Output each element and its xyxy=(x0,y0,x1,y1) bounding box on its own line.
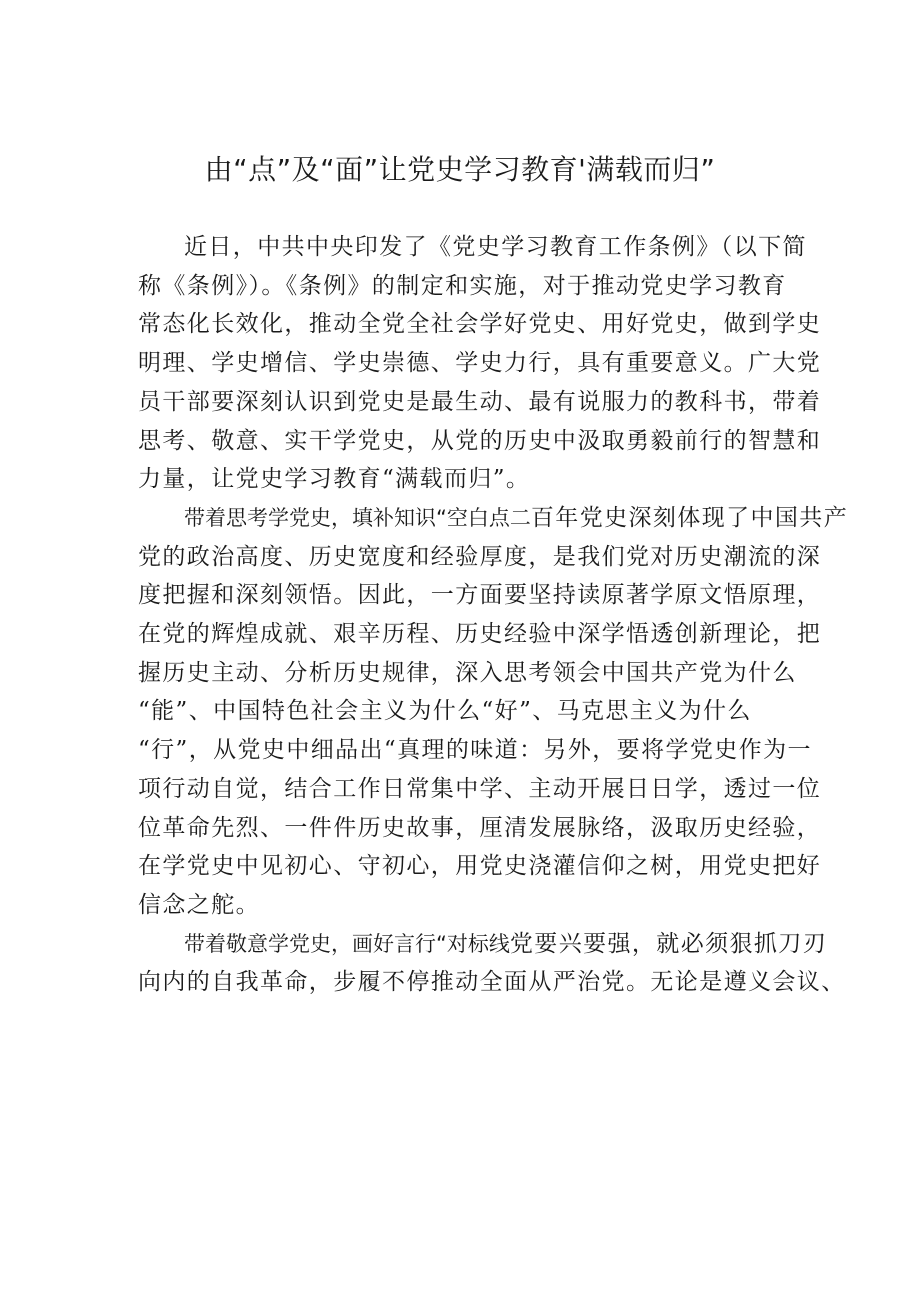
paragraph-lead: 带着敬意学党史，画好言行“对标线 xyxy=(184,931,510,956)
paragraph-2 xyxy=(138,499,849,925)
paragraph-first-line xyxy=(138,925,828,964)
paragraph-line: 力量，让党史学习教育“满载而归”。 xyxy=(138,466,531,493)
paragraph-line: 信念之舵。 xyxy=(138,891,260,918)
paragraph-line: 握历史主动、分析历史规律，深入思考领会中国共产党为什么 xyxy=(138,659,797,686)
document-body xyxy=(138,228,849,1002)
paragraph-line: 在党的辉煌成就、艰辛历程、历史经验中深学悟透创新理论，把 xyxy=(138,621,822,648)
paragraph-line: 员干部要深刻认识到党史是最生动、最有说服力的教科书，带着 xyxy=(138,388,822,415)
paragraph-line: 在学党史中见初心、守初心，用党史浇灌信仰之树，用党史把好 xyxy=(138,853,822,880)
paragraph-lead: 带着思考学党史，填补知识“空白点二 xyxy=(184,505,531,530)
paragraph-line: 百年党史深刻体现了中国共产 xyxy=(530,504,849,531)
paragraph-line: 项行动自觉，结合工作日常集中学、主动开展日日学，透过一位 xyxy=(138,775,822,802)
paragraph-line: 思考、敬意、实干学党史，从党的历史中汲取勇毅前行的智慧和 xyxy=(138,427,822,454)
paragraph-line: 常态化长效化，推动全党全社会学好党史、用好党史，做到学史 xyxy=(138,311,822,338)
paragraph-line: 明理、学史增信、学史崇德、学史力行，具有重要意义。广大党 xyxy=(138,350,822,377)
paragraph-3 xyxy=(138,925,846,1002)
paragraph-line: 向内的自我革命，步履不停推动全面从严治党。无论是遵义会议、 xyxy=(138,969,846,996)
paragraph-line: 度把握和深刻领悟。因此，一方面要坚持读原著学原文悟原理， xyxy=(138,582,822,609)
paragraph-line: 近日，中共中央印发了《党史学习教育工作条例》（以下简 xyxy=(184,234,807,260)
paragraph-line: 党要兴要强，就必须狠抓刀刃 xyxy=(509,930,828,957)
document-title: 由“点”及“面”让党史学习教育'满载而归” xyxy=(204,153,716,186)
paragraph-line: “能”、中国特色社会主义为什么“好”、马克思主义为什么 xyxy=(138,698,752,725)
paragraph-first-line xyxy=(138,499,849,538)
paragraph-1 xyxy=(138,228,822,499)
paragraph-line: “行”，从党史中细品出“真理的味道：另外，要将学党史作为一 xyxy=(138,737,812,764)
paragraph-line: 称《条例》）。《条例》的制定和实施，对于推动党史学习教育 xyxy=(138,272,787,299)
paragraph-line: 党的政治高度、历史宽度和经验厚度，是我们党对历史潮流的深 xyxy=(138,543,822,570)
paragraph-line: 位革命先烈、一件件历史故事，厘清发展脉络，汲取历史经验， xyxy=(138,814,822,841)
